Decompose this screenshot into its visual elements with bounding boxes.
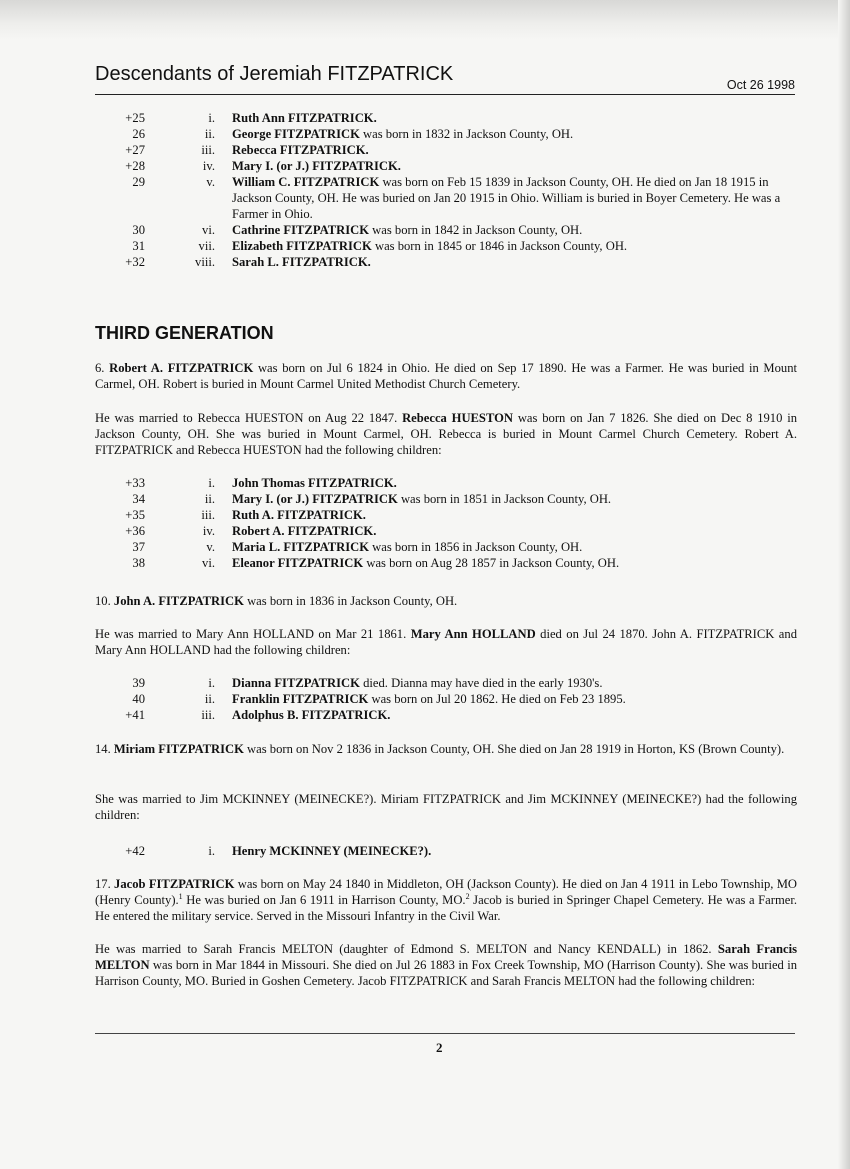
child-name: Eleanor FITZPATRICK [232, 556, 364, 570]
child-number: 31 [132, 239, 145, 253]
person-paragraph-14 [95, 741, 797, 757]
child-number: +35 [125, 508, 145, 522]
child-number: 40 [132, 692, 145, 706]
child-text [232, 539, 797, 555]
child-ordinal: v. [206, 540, 215, 554]
child-number: +41 [125, 708, 145, 722]
child-text [232, 174, 797, 222]
child-text [232, 691, 797, 707]
child-name: Adolphus B. FITZPATRICK. [232, 708, 391, 722]
child-name: Henry MCKINNEY (MEINECKE?). [232, 844, 432, 858]
child-ordinal: i. [208, 111, 215, 125]
child-text [232, 555, 797, 571]
child-number: +33 [125, 476, 145, 490]
child-entry [95, 110, 797, 126]
child-entry [95, 174, 797, 222]
child-text [232, 507, 797, 523]
person-number: 10. [95, 594, 114, 608]
page-number: 2 [436, 1040, 443, 1055]
footer-rule [95, 1033, 795, 1034]
child-ordinal: iii. [201, 708, 215, 722]
child-ordinal: i. [208, 844, 215, 858]
child-details: was born in 1851 in Jackson County, OH. [397, 492, 612, 506]
child-name: George FITZPATRICK [232, 127, 360, 141]
children-list [95, 110, 797, 270]
child-entry [95, 523, 797, 539]
marriage-text: He was married to Rebecca HUESTON on Aug 22 1847. [95, 411, 403, 425]
child-entry [95, 491, 797, 507]
child-entry [95, 126, 797, 142]
child-name: Elizabeth FITZPATRICK [232, 239, 372, 253]
marriage-paragraph-17 [95, 941, 797, 989]
child-entry [95, 222, 797, 238]
child-name: Ruth Ann FITZPATRICK. [232, 111, 377, 125]
person-name: Jacob FITZPATRICK [114, 877, 235, 891]
marriage-paragraph-10 [95, 626, 797, 658]
child-text [232, 707, 797, 723]
child-details: was born on Aug 28 1857 in Jackson County, OH. [363, 556, 620, 570]
person-number: 17. [95, 877, 115, 891]
person-paragraph-17 [95, 876, 797, 924]
child-number: +25 [125, 111, 145, 125]
person-name: John A. FITZPATRICK [113, 594, 244, 608]
child-number: 38 [132, 556, 145, 570]
child-text [232, 126, 797, 142]
child-ordinal: iv. [202, 159, 215, 173]
section-heading: THIRD GENERATION [95, 323, 274, 343]
child-number: 29 [132, 175, 145, 189]
child-text [232, 142, 797, 158]
child-text [232, 843, 797, 859]
person-details: was born on Nov 2 1836 in Jackson County, OH. She died on Jan 28 1919 in Horton, KS (Brown County). [243, 742, 785, 756]
child-entry [95, 707, 797, 723]
marriage-text: He was married to Mary Ann HOLLAND on Mar 21 1861. [95, 627, 411, 641]
child-ordinal: ii. [204, 492, 215, 506]
child-name: Mary I. (or J.) FITZPATRICK. [232, 159, 401, 173]
spouse-name: Sarah Francis MELTON [95, 942, 797, 972]
marriage-paragraph-14 [95, 791, 797, 823]
child-entry [95, 475, 797, 491]
person-details: He was buried on Jan 6 1911 in Harrison County, MO. [182, 893, 466, 907]
child-entry [95, 555, 797, 571]
child-entry [95, 238, 797, 254]
child-number: 34 [132, 492, 145, 506]
child-details: died. Dianna may have died in the early 1930's. [359, 676, 603, 690]
child-entry [95, 158, 797, 174]
person-details: Jacob is buried in Springer Chapel Cemetery. He was a Farmer. He entered the military service. Served in the Missouri Infantry in the Civil War. [95, 893, 797, 923]
child-number: +28 [125, 159, 145, 173]
person-details: was born in 1836 in Jackson County, OH. [243, 594, 458, 608]
child-name: Robert A. FITZPATRICK. [232, 524, 377, 538]
child-details: was born on Jul 20 1862. He died on Feb 23 1895. [368, 692, 626, 706]
child-number: +32 [125, 255, 145, 269]
child-entry [95, 507, 797, 523]
marriage-details: died on Jul 24 1870. John A. FITZPATRICK and Mary Ann HOLLAND had the following children: [95, 627, 797, 657]
person-details: was born on May 24 1840 in Middleton, OH (Jackson County). He died on Jan 4 1911 in Lebo Township, MO (Henry County). [95, 877, 798, 907]
child-number: 26 [132, 127, 145, 141]
person-name: Robert A. FITZPATRICK [109, 361, 254, 375]
child-details: was born on Feb 15 1839 in Jackson County, OH. He died on Jan 18 1915 in Jackson County, OH. He was buried on Jan 20 1915 in Ohio. William is buried in Boyer Cemetery. He was a Farmer in Ohio. [232, 175, 781, 221]
footnote-ref: 1 [178, 891, 183, 901]
person-details: was born on Jul 6 1824 in Ohio. He died on Sep 17 1890. He was a Farmer. He was buried in Mount Carmel, OH. Robert is buried in Mount Carmel United Methodist Church Cemetery. [95, 361, 798, 391]
child-ordinal: v. [206, 175, 215, 189]
child-ordinal: ii. [204, 127, 215, 141]
marriage-paragraph-6 [95, 410, 797, 458]
child-ordinal: i. [208, 476, 215, 490]
child-entry [95, 142, 797, 158]
child-text [232, 475, 797, 491]
child-details: was born in 1856 in Jackson County, OH. [369, 540, 583, 554]
child-name: Dianna FITZPATRICK [232, 676, 360, 690]
child-number: +42 [125, 844, 145, 858]
child-text [232, 110, 797, 126]
marriage-text: He was married to Sarah Francis MELTON (daughter of Edmond S. MELTON and Nancy KENDALL) in 1862. [95, 942, 718, 956]
spouse-name: Rebecca HUESTON [402, 411, 514, 425]
spouse-name: Mary Ann HOLLAND [410, 627, 536, 641]
marriage-details: was born in Mar 1844 in Missouri. She died on Jul 26 1883 in Fox Creek Township, MO (Harrison County). She was buried in Harrison County, MO. Buried in Goshen Cemetery. Jacob FITZPATRICK and Sarah Francis MELTON had the following children: [95, 958, 797, 988]
child-ordinal: iv. [202, 524, 215, 538]
child-entry [95, 254, 797, 270]
child-ordinal: viii. [195, 255, 215, 269]
children-list [95, 843, 797, 859]
child-name: John Thomas FITZPATRICK. [232, 476, 397, 490]
children-list [95, 675, 797, 723]
child-text [232, 491, 797, 507]
child-number: 37 [132, 540, 145, 554]
person-paragraph-10 [95, 593, 797, 609]
child-text [232, 158, 797, 174]
child-text [232, 238, 797, 254]
child-name: Sarah L. FITZPATRICK. [232, 255, 371, 269]
child-ordinal: ii. [204, 692, 215, 706]
footnote-ref: 2 [465, 891, 470, 901]
child-ordinal: vi. [202, 556, 215, 570]
child-text [232, 254, 797, 270]
scan-shadow-top [0, 0, 850, 40]
child-details: was born in 1842 in Jackson County, OH. [369, 223, 583, 237]
document-title: Descendants of Jeremiah FITZPATRICK [95, 63, 454, 85]
child-number: +27 [125, 143, 145, 157]
person-number: 14. [95, 742, 114, 756]
child-text [232, 222, 797, 238]
scan-shadow-right [838, 0, 850, 1169]
child-name: Franklin FITZPATRICK [232, 692, 369, 706]
person-name: Miriam FITZPATRICK [113, 742, 244, 756]
child-ordinal: i. [208, 676, 215, 690]
child-ordinal: iii. [201, 508, 215, 522]
child-text [232, 675, 797, 691]
child-name: Maria L. FITZPATRICK [232, 540, 370, 554]
child-ordinal: iii. [201, 143, 215, 157]
child-number: 39 [132, 676, 145, 690]
child-name: Cathrine FITZPATRICK [232, 223, 370, 237]
person-paragraph-6 [95, 360, 797, 392]
child-number: 30 [132, 223, 145, 237]
child-entry [95, 691, 797, 707]
marriage-details: was born on Jan 7 1826. She died on Dec 8 1910 in Jackson County, OH. She was buried in Mount Carmel, OH. Rebecca is buried in Mount Carmel Church Cemetery. Robert A. FITZPATRICK and Rebecca HUESTON had the following children: [95, 411, 798, 457]
children-list [95, 475, 797, 571]
header-rule [95, 94, 795, 95]
document-date: Oct 26 1998 [726, 78, 795, 92]
child-name: William C. FITZPATRICK [232, 175, 380, 189]
child-details: was born in 1845 or 1846 in Jackson County, OH. [371, 239, 628, 253]
child-entry [95, 843, 797, 859]
child-name: Ruth A. FITZPATRICK. [232, 508, 366, 522]
child-ordinal: vi. [202, 223, 215, 237]
child-entry [95, 539, 797, 555]
child-name: Mary I. (or J.) FITZPATRICK [232, 492, 398, 506]
child-details: was born in 1832 in Jackson County, OH. [359, 127, 574, 141]
child-text [232, 523, 797, 539]
child-ordinal: vii. [198, 239, 215, 253]
marriage-text: She was married to Jim MCKINNEY (MEINECKE?). Miriam FITZPATRICK and Jim MCKINNEY (MEINECKE?) had the following children: [95, 792, 797, 822]
person-number: 6. [95, 361, 110, 375]
child-entry [95, 675, 797, 691]
child-name: Rebecca FITZPATRICK. [232, 143, 369, 157]
child-number: +36 [125, 524, 145, 538]
